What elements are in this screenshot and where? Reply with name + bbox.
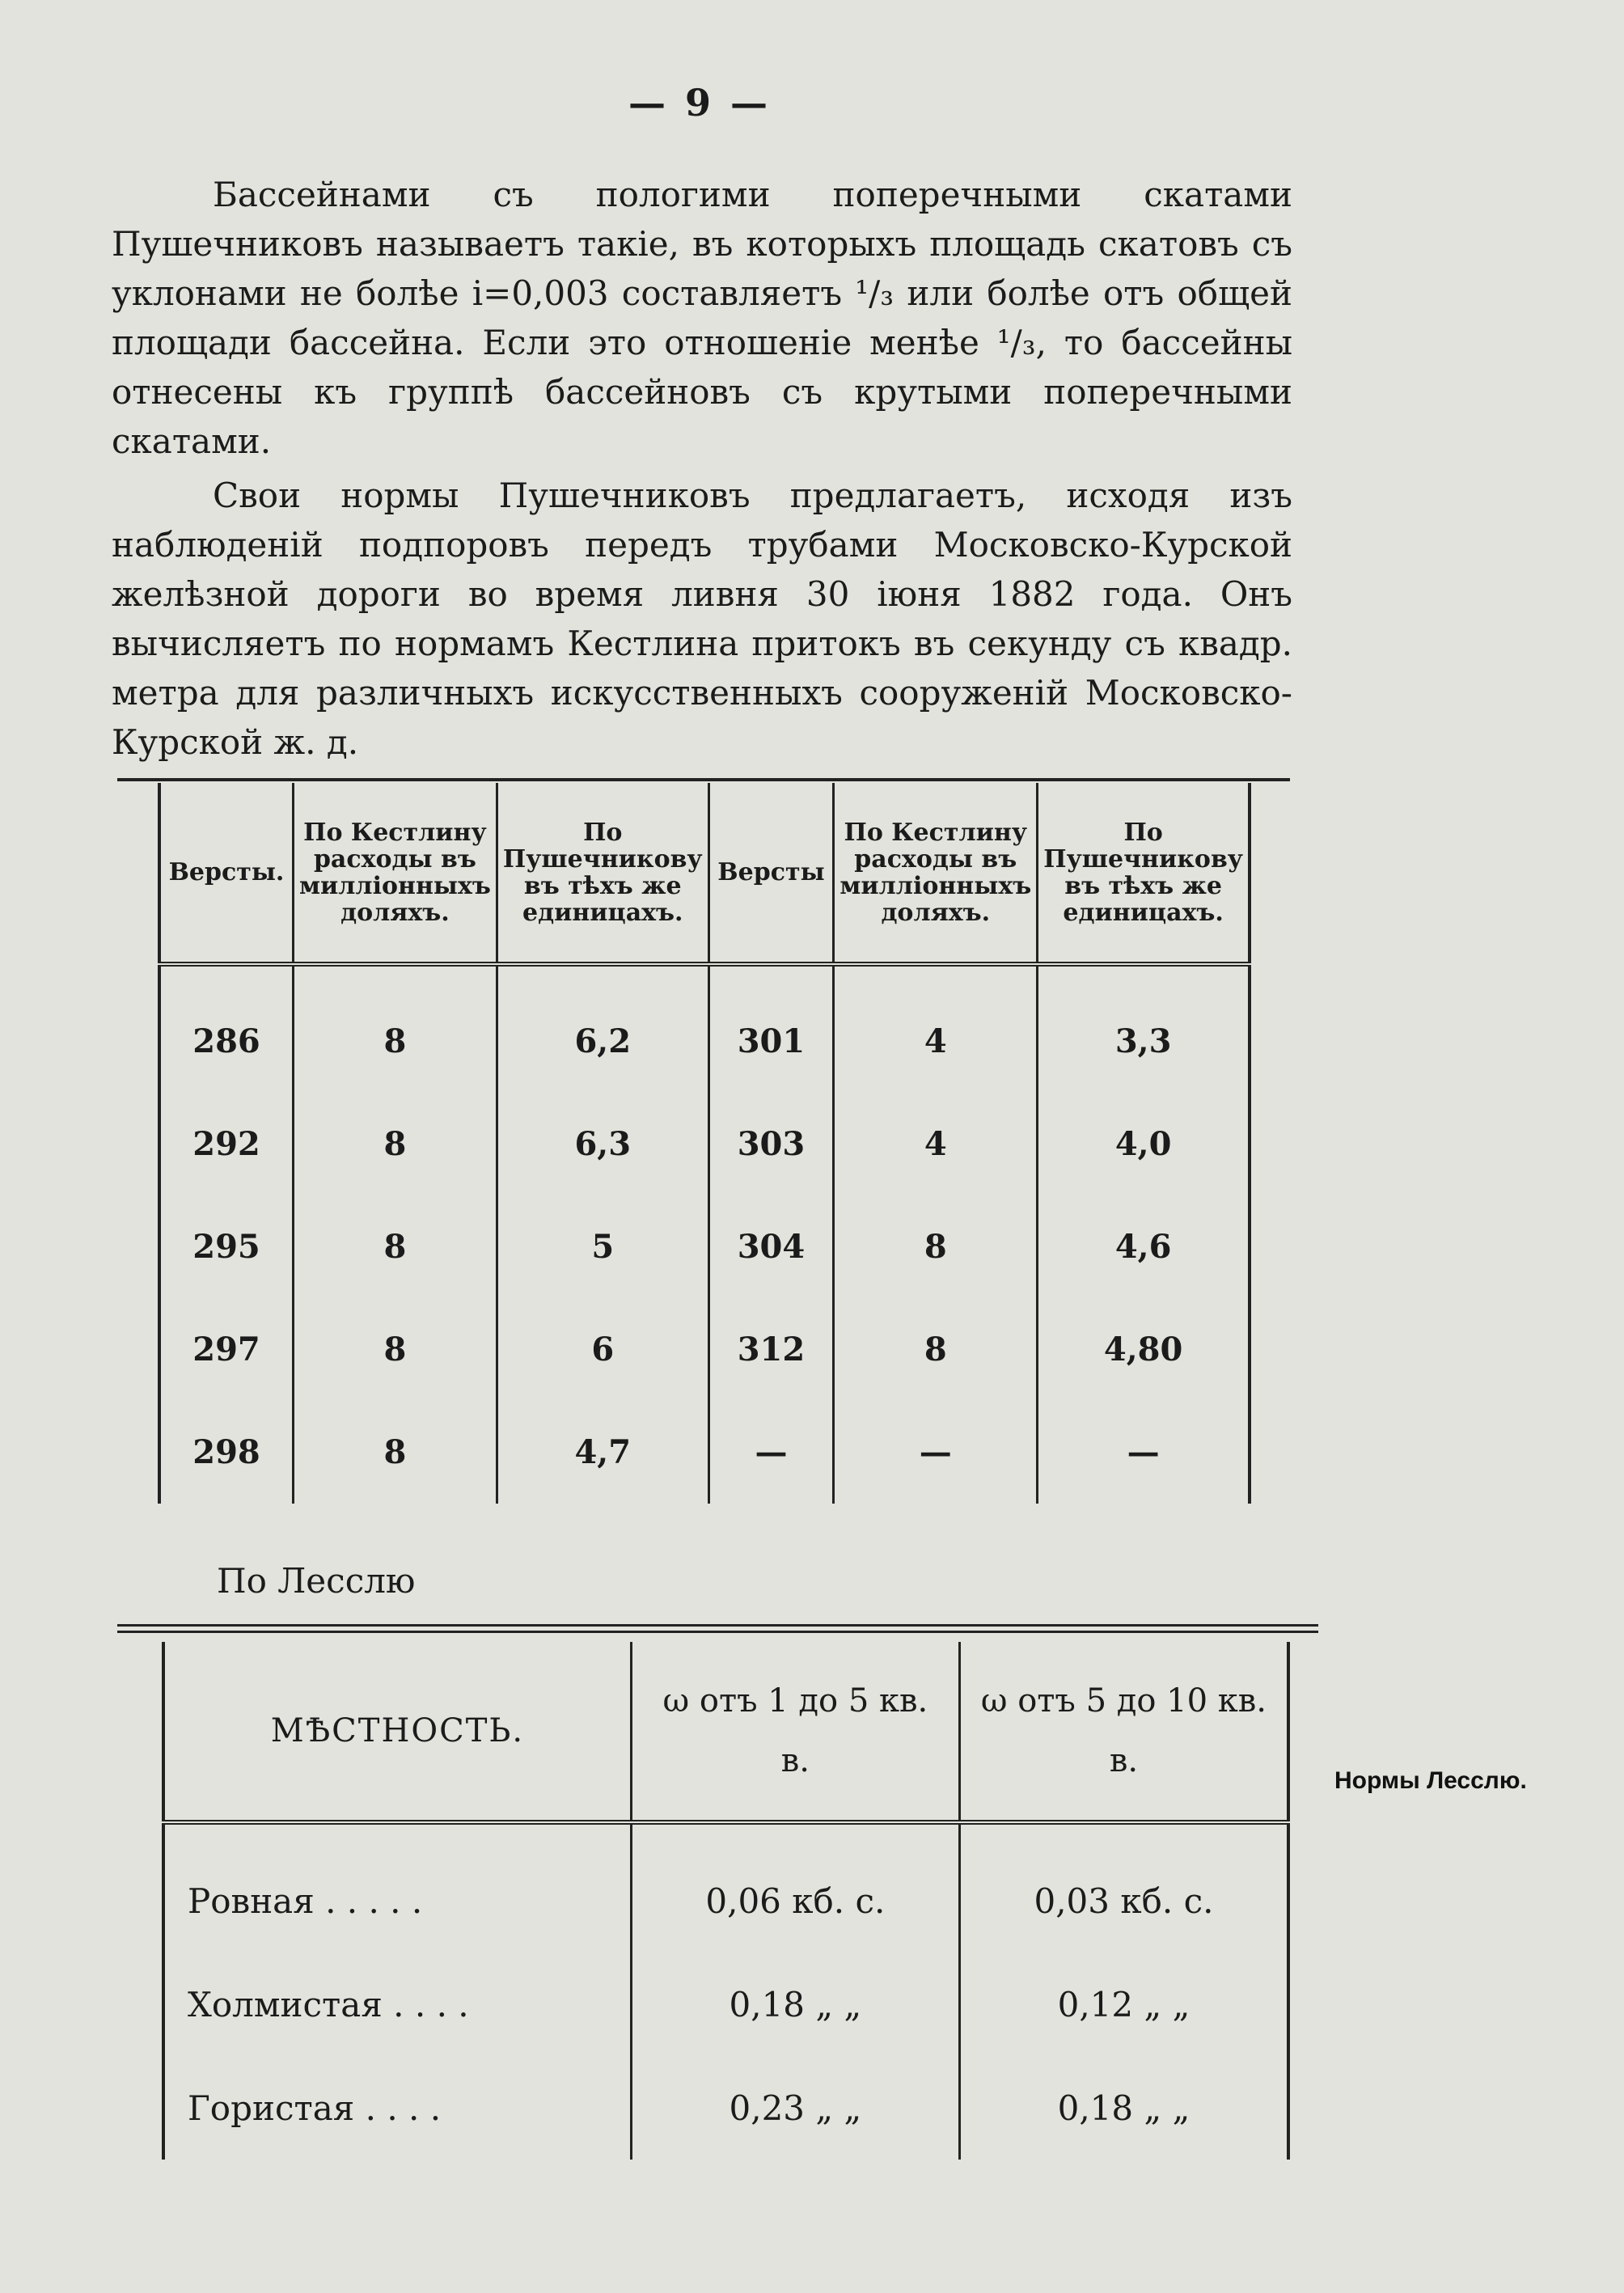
table-row (163, 1822, 1288, 1952)
table-cell: 298 (159, 1401, 293, 1504)
header-pushechnikov-1: По Пушечникову въ тѣхъ же единицахъ. (497, 783, 708, 964)
table-cell: 0,18 „ „ (631, 1952, 959, 2056)
table-cell: 6 (497, 1298, 708, 1401)
table-cell: — (1038, 1401, 1250, 1504)
table-cell: 4,7 (497, 1401, 708, 1504)
table-header-row (159, 783, 1250, 964)
terrain-name: Ровная . . . . . (163, 1822, 631, 1952)
terrain-name: Холмистая . . . . (163, 1952, 631, 2056)
header-versty-2: Версты (708, 783, 834, 964)
table-row (163, 2056, 1288, 2160)
header-versty-1: Версты. (159, 783, 293, 964)
header-pushechnikov-2: По Пушечникову въ тѣхъ же единицахъ. (1038, 783, 1250, 964)
header-kestlin-1: По Кестлину расходы въ милліонныхъ доляхъ. (293, 783, 497, 964)
table-cell: 8 (293, 1298, 497, 1401)
table-cell: 303 (708, 1093, 834, 1195)
table-cell: 5 (497, 1195, 708, 1298)
table-cell: 8 (293, 1093, 497, 1195)
table-cell: 0,03 кб. с. (959, 1822, 1288, 1952)
terrain-name: Гористая . . . . (163, 2056, 631, 2160)
table-cell: 8 (834, 1298, 1038, 1401)
table-row (159, 1401, 1250, 1504)
table-1-top-rule (117, 778, 1290, 781)
paragraph-pologie-skaty (112, 170, 1292, 466)
table-cell: 8 (293, 1401, 497, 1504)
table-row (159, 1093, 1250, 1195)
header-omega-5-10: ω отъ 5 до 10 кв. в. (959, 1642, 1288, 1822)
table-cell: — (834, 1401, 1038, 1504)
table-cell: 4,0 (1038, 1093, 1250, 1195)
table-cell: 8 (834, 1195, 1038, 1298)
table-cell: 4 (834, 964, 1038, 1093)
table-row (159, 1195, 1250, 1298)
header-mestnost: МѢСТНОСТЬ. (163, 1642, 631, 1822)
lessl-norms-table (162, 1642, 1290, 2160)
table-cell: 0,12 „ „ (959, 1952, 1288, 2056)
table-cell: 301 (708, 964, 834, 1093)
table-cell: 0,06 кб. с. (631, 1822, 959, 1952)
paragraph-normy-pushechnikova (112, 471, 1292, 767)
table-cell: 292 (159, 1093, 293, 1195)
table-cell: — (708, 1401, 834, 1504)
table-cell: 6,3 (497, 1093, 708, 1195)
table-cell: 4 (834, 1093, 1038, 1195)
table-cell: 295 (159, 1195, 293, 1298)
table-row (159, 964, 1250, 1093)
table-cell: 0,23 „ „ (631, 2056, 959, 2160)
page-number: — 9 — (628, 81, 772, 125)
table-cell: 304 (708, 1195, 834, 1298)
table-cell: 0,18 „ „ (959, 2056, 1288, 2160)
table-cell: 297 (159, 1298, 293, 1401)
header-omega-1-5: ω отъ 1 до 5 кв. в. (631, 1642, 959, 1822)
table-cell: 4,80 (1038, 1298, 1250, 1401)
table-cell: 286 (159, 964, 293, 1093)
table-cell: 4,6 (1038, 1195, 1250, 1298)
table-cell: 312 (708, 1298, 834, 1401)
table-header-row (163, 1642, 1288, 1822)
kestlin-pushechnikov-table (158, 783, 1251, 1504)
table-2-top-rule (117, 1624, 1318, 1627)
paragraph-2-text: Свои нормы Пушечниковъ предлагаетъ, исходя изъ наблюденій подпоровъ передъ трубами Московско-Курской желѣзной дороги во время ливня 30 іюня 1882 года. Онъ вычисляетъ по нормамъ Кестлина притокъ въ секунду съ квадр. метра для различныхъ искусственныхъ сооруженій Московско-Курской ж. д. (112, 476, 1292, 762)
table-cell: 3,3 (1038, 964, 1250, 1093)
margin-note-lessl: Нормы Лесслю. (1334, 1767, 1527, 1794)
table-row (163, 1952, 1288, 2056)
table-cell: 8 (293, 964, 497, 1093)
table-cell: 8 (293, 1195, 497, 1298)
header-kestlin-2: По Кестлину расходы въ милліонныхъ доляхъ. (834, 783, 1038, 964)
section-label-lessl: По Лесслю (217, 1561, 416, 1601)
paragraph-1-text: Бассейнами съ пологими поперечными скатами Пушечниковъ называетъ такіе, въ которыхъ площадь скатовъ съ уклонами не болѣе i=0,003 составляетъ ¹/₃ или болѣе отъ общей площади бассейна. Если это отношеніе менѣе ¹/₃, то бассейны отнесены къ группѣ бассейновъ съ крутыми поперечными скатами. (112, 175, 1292, 461)
table-2-top-rule-inner (117, 1631, 1318, 1633)
table-row (159, 1298, 1250, 1401)
table-cell: 6,2 (497, 964, 708, 1093)
